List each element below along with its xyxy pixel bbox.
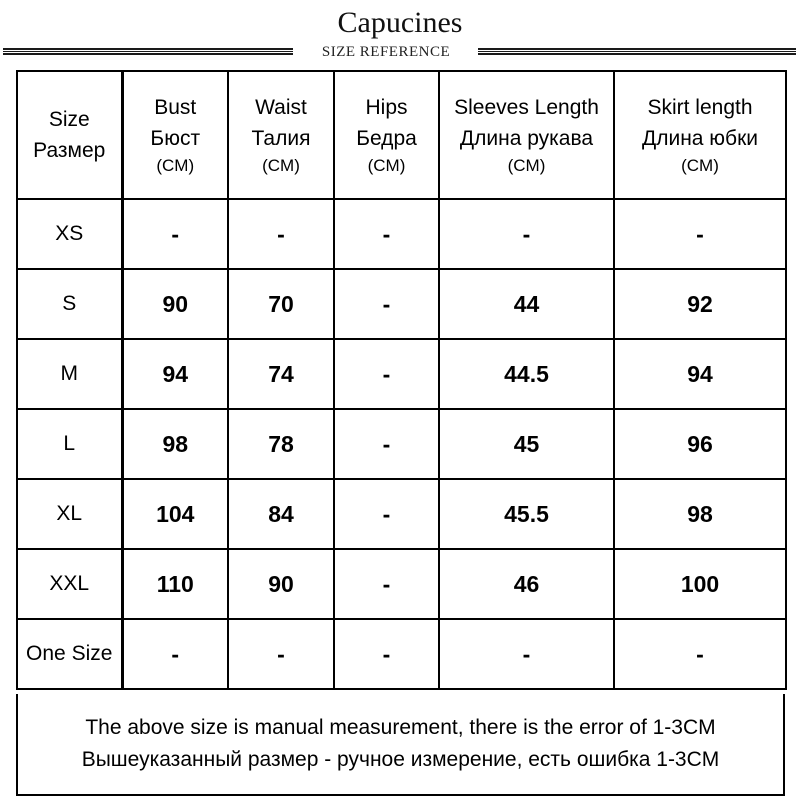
waist-cell: 74	[228, 339, 334, 409]
hips-cell: -	[334, 409, 439, 479]
bust-cell: 98	[122, 409, 228, 479]
header-label-en: Size	[48, 108, 90, 131]
skirt-cell: -	[614, 199, 786, 269]
header-label-ru: Размер	[33, 139, 106, 162]
decorative-rule-right	[478, 50, 796, 53]
sleeves-cell: -	[439, 619, 614, 689]
header-label-ru: Талия	[251, 127, 311, 150]
sleeves-cell: 44	[439, 269, 614, 339]
size-cell: One Size	[17, 619, 122, 689]
sleeves-cell: -	[439, 199, 614, 269]
waist-cell: -	[228, 619, 334, 689]
header-row	[17, 71, 786, 199]
bust-cell: 110	[122, 549, 228, 619]
header-label-ru: Длина юбки	[641, 127, 758, 150]
waist-cell: 84	[228, 479, 334, 549]
table-row	[17, 269, 786, 339]
header-size	[17, 71, 122, 199]
header-label-en: Hips	[365, 96, 408, 119]
hips-cell: -	[334, 339, 439, 409]
size-cell: XXL	[17, 549, 122, 619]
hips-cell: -	[334, 269, 439, 339]
hips-cell: -	[334, 199, 439, 269]
skirt-cell: 94	[614, 339, 786, 409]
sleeves-cell: 46	[439, 549, 614, 619]
sleeves-cell: 45.5	[439, 479, 614, 549]
bust-cell: 104	[122, 479, 228, 549]
header-bust	[122, 71, 228, 199]
bust-cell: 90	[122, 269, 228, 339]
skirt-cell: -	[614, 619, 786, 689]
note-english: The above size is manual measurement, there is the error of 1-3CM	[85, 716, 716, 739]
subtitle: SIZE REFERENCE	[321, 44, 451, 60]
header-label-en: Waist	[255, 96, 307, 119]
header-unit: (CM)	[262, 156, 300, 175]
table-row	[17, 479, 786, 549]
header-label-ru: Длина рукава	[459, 127, 594, 150]
table-row	[17, 339, 786, 409]
header-unit: (CM)	[156, 156, 195, 175]
header-label-en: Skirt length	[647, 96, 753, 119]
table-row	[17, 199, 786, 269]
table-row	[17, 619, 786, 689]
measurement-note	[16, 694, 785, 796]
size-cell: XS	[17, 199, 122, 269]
table-row	[17, 549, 786, 619]
subtitle-row	[0, 43, 800, 63]
size-cell: L	[17, 409, 122, 479]
size-cell: S	[17, 269, 122, 339]
skirt-cell: 92	[614, 269, 786, 339]
hips-cell: -	[334, 549, 439, 619]
brand-title: Capucines	[337, 6, 463, 39]
sleeves-cell: 45	[439, 409, 614, 479]
waist-cell: 78	[228, 409, 334, 479]
header-sleeves-length	[439, 71, 614, 199]
header-unit: (CM)	[507, 156, 546, 175]
bust-cell: 94	[122, 339, 228, 409]
table-row	[17, 409, 786, 479]
size-cell: XL	[17, 479, 122, 549]
bust-cell: -	[122, 619, 228, 689]
header-unit: (CM)	[367, 156, 406, 175]
waist-cell: -	[228, 199, 334, 269]
header-skirt-length	[614, 71, 786, 199]
header-label-ru: Бедра	[356, 127, 417, 150]
bust-cell: -	[122, 199, 228, 269]
header-label-en: Bust	[154, 96, 197, 119]
waist-cell: 70	[228, 269, 334, 339]
header-label-en: Sleeves Length	[454, 96, 599, 119]
note-russian: Вышеуказанный размер - ручное измерение, есть ошибка 1-3CM	[81, 748, 720, 771]
header-label-ru: Бюст	[150, 127, 201, 150]
header-waist	[228, 71, 334, 199]
hips-cell: -	[334, 479, 439, 549]
decorative-rule-left	[3, 50, 293, 53]
skirt-cell: 100	[614, 549, 786, 619]
size-cell: M	[17, 339, 122, 409]
waist-cell: 90	[228, 549, 334, 619]
hips-cell: -	[334, 619, 439, 689]
header-unit: (CM)	[681, 156, 719, 175]
skirt-cell: 96	[614, 409, 786, 479]
size-table	[16, 70, 787, 690]
sleeves-cell: 44.5	[439, 339, 614, 409]
skirt-cell: 98	[614, 479, 786, 549]
header-hips	[334, 71, 439, 199]
